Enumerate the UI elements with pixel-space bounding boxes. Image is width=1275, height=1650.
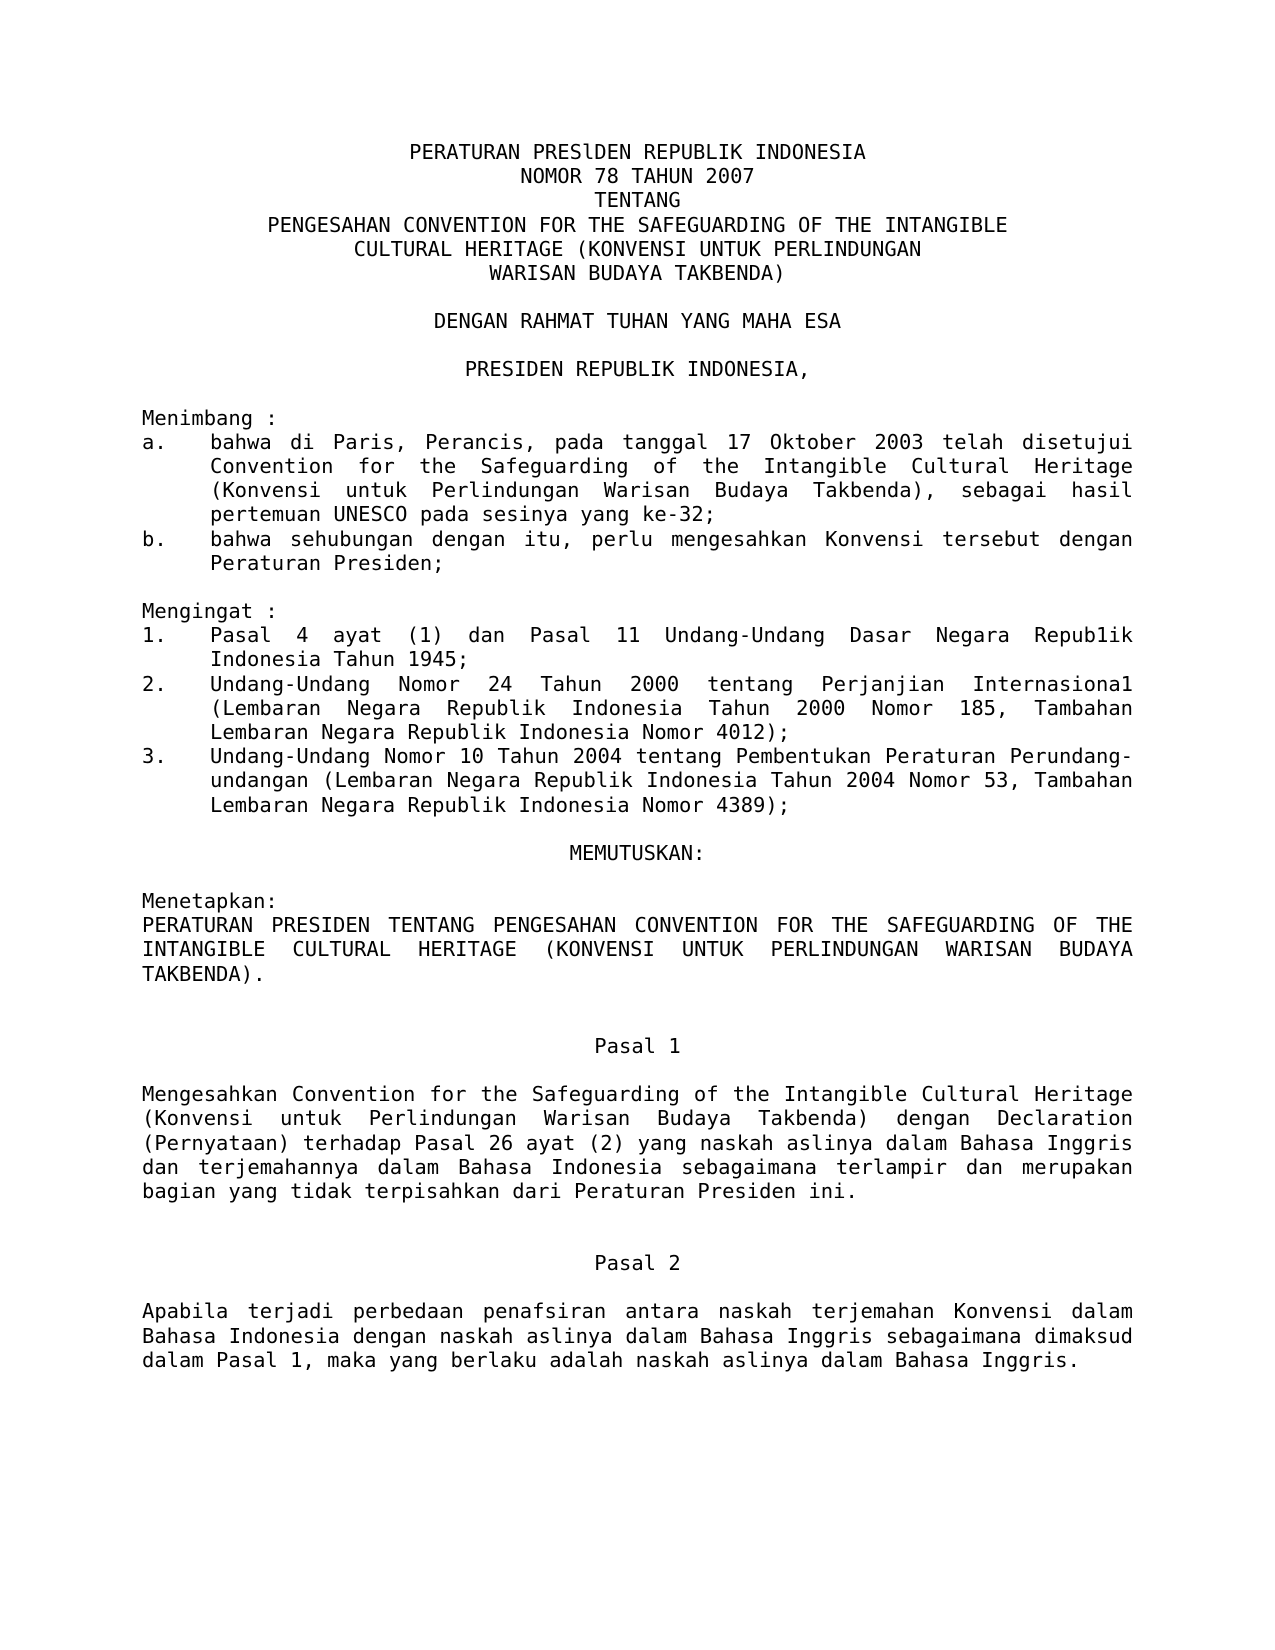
- spacer: [142, 1275, 1133, 1299]
- list-item-text: bahwa sehubungan dengan itu, perlu mengesahkan Konvensi tersebut dengan Peraturan Presiden;: [210, 526, 1133, 575]
- list-marker: 2.: [142, 671, 167, 696]
- list-item: [142, 430, 1133, 527]
- considering-list: [142, 430, 1133, 575]
- decides-heading: MEMUTUSKAN:: [569, 840, 706, 865]
- article-2-heading: Pasal 2: [594, 1251, 681, 1276]
- title-line-5: CULTURAL HERITAGE (KONVENSI UNTUK PERLINDUNGAN: [353, 236, 922, 261]
- article-1-text: Mengesahkan Convention for the Safeguarding of the Intangible Cultural Heritage (Konvensi untuk Perlindungan Warisan Budaya Takbenda) dengan Declaration (Pernyataan) terhadap Pasal 26 ayat (2) yang naskah aslinya dalam Bahasa Inggris dan terjemahannya dalam Bahasa Indonesia sebagaimana terlampir dan merupakan bagian yang tidak terpisahkan dari Peraturan Presiden ini.: [142, 1082, 1133, 1203]
- document-body: [142, 140, 1133, 1372]
- title-line-6: WARISAN BUDAYA TAKBENDA): [489, 261, 786, 286]
- spacer: [142, 575, 1133, 599]
- title-line-4: PENGESAHAN CONVENTION FOR THE SAFEGUARDING OF THE INTANGIBLE: [267, 212, 1008, 237]
- list-item: [142, 623, 1133, 671]
- recalling-label: Mengingat :: [142, 599, 278, 624]
- list-item: [142, 744, 1133, 817]
- list-marker: b.: [142, 526, 167, 551]
- document-title-block: [142, 140, 1133, 285]
- spacer: [142, 1058, 1133, 1082]
- list-item-text: Pasal 4 ayat (1) dan Pasal 11 Undang-Undang Dasar Negara Repub1ik Indonesia Tahun 1945;: [210, 623, 1133, 672]
- spacer: [142, 817, 1133, 841]
- list-marker: 1.: [142, 623, 167, 648]
- spacer: [142, 382, 1133, 406]
- title-line-3: TENTANG: [594, 188, 681, 213]
- list-item: [142, 672, 1133, 745]
- title-line-2: NOMOR 78 TAHUN 2007: [520, 164, 755, 189]
- authority-line: PRESIDEN REPUBLIK INDONESIA,: [464, 357, 811, 382]
- title-line-1: PERATURAN PRESlDEN REPUBLIK INDONESIA: [409, 140, 866, 164]
- list-marker: 3.: [142, 744, 167, 769]
- list-item-text: bahwa di Paris, Perancis, pada tanggal 17 Oktober 2003 telah disetujui Convention for the Safeguarding of the Intangible Cultural Heritage (Konvensi untuk Perlindungan Warisan Budaya Takbenda), sebagai hasil pertemuan UNESCO pada sesinya yang ke-32;: [210, 429, 1133, 527]
- spacer: [142, 986, 1133, 1034]
- blessing-line: DENGAN RAHMAT TUHAN YANG MAHA ESA: [433, 309, 842, 334]
- establishing-label: Menetapkan:: [142, 889, 278, 914]
- spacer: [142, 285, 1133, 309]
- list-marker: a.: [142, 429, 167, 454]
- considering-label: Menimbang :: [142, 405, 278, 430]
- recalling-list: [142, 623, 1133, 817]
- establishing-text: PERATURAN PRESIDEN TENTANG PENGESAHAN CONVENTION FOR THE SAFEGUARDING OF THE INTANGIBLE CULTURAL HERITAGE (KONVENSI UNTUK PERLINDUNGAN WARISAN BUDAYA TAKBENDA).: [142, 913, 1133, 986]
- list-item-text: Undang-Undang Nomor 10 Tahun 2004 tentang Pembentukan Peraturan Perundang-undangan (Lembaran Negara Republik Indonesia Tahun 2004 Nomor 53, Tambahan Lembaran Negara Republik Indonesia Nomor 4389);: [210, 744, 1133, 817]
- spacer: [142, 1203, 1133, 1251]
- spacer: [142, 865, 1133, 889]
- article-2-text: Apabila terjadi perbedaan penafsiran antara naskah terjemahan Konvensi dalam Bahasa Indonesia dengan naskah aslinya dalam Bahasa Inggris sebagaimana dimaksud dalam Pasal 1, maka yang berlaku adalah naskah aslinya dalam Bahasa Inggris.: [142, 1299, 1133, 1372]
- list-item: [142, 527, 1133, 575]
- list-item-text: Undang-Undang Nomor 24 Tahun 2000 tentang Perjanjian Internasiona1 (Lembaran Negara Republik Indonesia Tahun 2000 Nomor 185, Tambahan Lembaran Negara Republik Indonesia Nomor 4012);: [210, 671, 1133, 745]
- spacer: [142, 333, 1133, 357]
- article-1-heading: Pasal 1: [594, 1033, 681, 1058]
